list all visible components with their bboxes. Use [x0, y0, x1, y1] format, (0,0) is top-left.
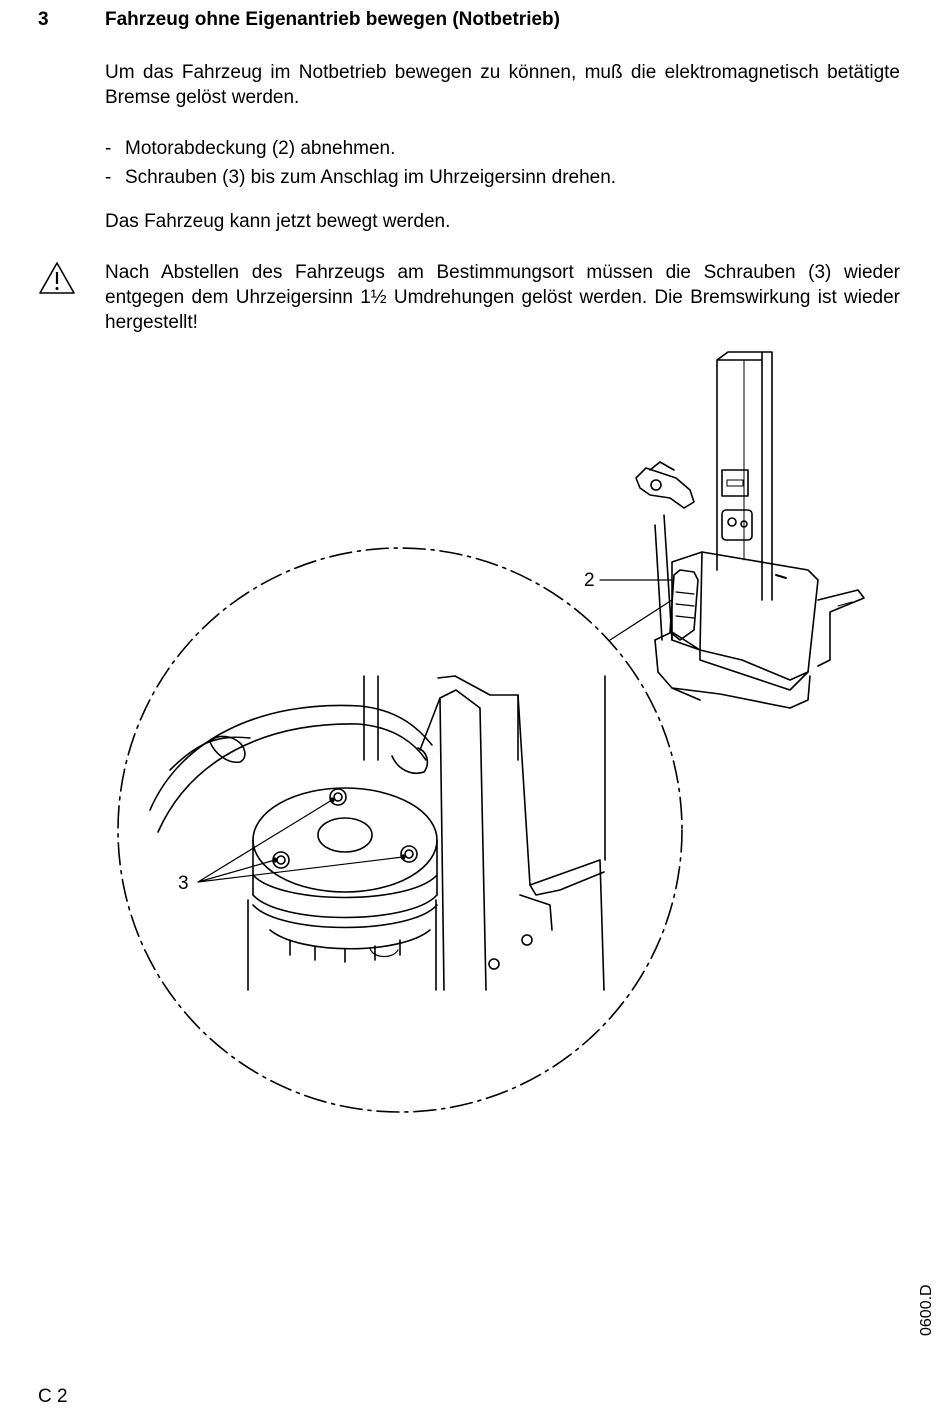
step-text: Schrauben (3) bis zum Anschlag im Uhrzeigersinn drehen.: [125, 167, 617, 188]
list-item: [105, 134, 900, 163]
list-item: [105, 163, 900, 192]
step-text: Motorabdeckung (2) abnehmen.: [125, 138, 396, 159]
intro-paragraph: Um das Fahrzeug im Notbetrieb bewegen zu können, muß die elektromagnetisch betätigte Bremse gelöst werden.: [105, 62, 900, 108]
list-dash: -: [105, 167, 112, 188]
warning-triangle-icon: [38, 261, 76, 295]
section-number: 3: [38, 9, 49, 30]
warning-text: Nach Abstellen des Fahrzeugs am Bestimmungsort müssen die Schrauben (3) wieder entgegen dem Uhrzeigersinn 1½ Umdrehungen gelöst werden. Die Bremswirkung ist wieder hergestellt!: [105, 262, 900, 333]
figure-label-screws: 3: [178, 873, 189, 894]
step-list: [105, 134, 900, 192]
document-code: 0600.D: [918, 1284, 935, 1336]
list-dash: -: [105, 138, 112, 159]
section-title: Fahrzeug ohne Eigenantrieb bewegen (Notbetrieb): [105, 9, 560, 30]
result-paragraph: Das Fahrzeug kann jetzt bewegt werden.: [105, 211, 451, 232]
brake-illustration: [0, 340, 950, 1120]
figure-label-motor-cover: 2: [584, 570, 595, 591]
truck-overview-drawing: [636, 352, 864, 708]
brake-detail-drawing: [150, 676, 605, 990]
page-number: C 2: [38, 1386, 68, 1407]
